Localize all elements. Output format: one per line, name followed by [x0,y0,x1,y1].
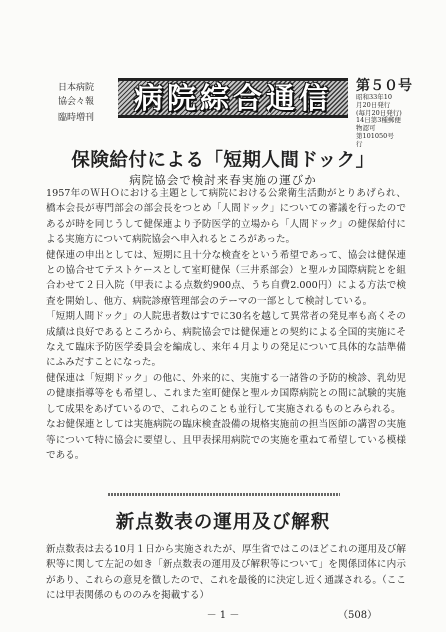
issue-meta-line: 第101050号 [356,131,394,140]
article-paragraph: 1957年のＷＨＯにおける主題として病院における公衆衛生活動がとりあげられ、橋本会長が専門部会の部会長をつとめ「人間ドック」についての審議を行ったのであるが時を同じうして健保連より予防医学的立場から「人間ドック」の健保給付による実施方について病院協会へ申入れるところがあった。 [46,188,406,246]
masthead-label-japan-hospital: 日本病院 [58,83,95,93]
page-number: － 1 － [206,610,240,621]
section-divider [108,493,340,496]
masthead [0,0,446,148]
issue-meta-line: 行 [356,139,363,148]
issue-meta-line: 物認可 [356,124,376,133]
masthead-title-banner [118,78,348,118]
issue-number: 第５０号 [356,78,412,94]
issue-meta-line: (毎月20日発行) [356,108,402,117]
article-paragraph: 健保連は「短期ドック」の他に、外来的に、実施する一諸昝の予防的検診、乳幼児の健康指導等をも希望し、これまた室町健保と聖ルカ国際病院との間に試験的実施して成果をあげているので、これらのことも並行して実施されるものとみられる。 [46,372,406,415]
issue-meta-line: 昭和33年10 [356,93,393,101]
article-paragraph: 「短期人間ドック」の人院患者数はすでに30名を越して異常者の発見率も高くその成績は良好であるところから、病院協会では健保連との契約による全国的実施にそなえて臨床予防医学委員会を編成し、来年４月よりの発足について具体的な詰準備にふみだすことになった。 [46,311,406,369]
page-code: （508） [338,610,378,621]
article-subtitle: 病院協会で検討来春実施の運びか [129,173,317,187]
article-paragraph: 健保連の申出としては、短期に且十分な検査をという希望であって、協会は健保連との協合せてテストケースとして室町健保（三井系部会）と聖ルカ国際病院とを組合わせて２日入院（甲表による点数約900点、うち自費2.000円）による方法で検査を開始し、他方、病院診療管理部会のテーマの一部として検討している。 [46,249,406,307]
article-paragraph: なお健保連としては実施病院の臨床検査設備の規格実施前の担当医師の講習の実施等について特に協会に要望し、且甲表採用病院での実施を重ねて希望している模様である。 [46,419,406,461]
issue-meta-line: 月20日発行 [356,100,391,109]
section-title: 新点数表の運用及び解釈 [115,512,331,533]
section-body [46,542,406,604]
masthead-title: 病院綜合通信 [133,80,332,115]
masthead-label-association-bulletin: 協会々報 [58,97,95,107]
issue-meta [356,94,426,149]
article-body [46,186,406,463]
section-paragraph: 新点数表は去る10月１日から実施されたが、厚生省ではこのほどこれの運用及び解釈等に関して左記の如き「新点数表の運用及び解釈等について」を関係団体に内示があり、これらの意見を徴したので、これを最後的に決定し近く通謀される。（ここには甲表関係のもののみを掲載する） [46,544,406,602]
masthead-label-extra-edition: 臨時増刊 [58,113,95,123]
article-title: 保険給付による「短期人間ドック」 [71,150,375,171]
issue-meta-line: 14日第3種郵便 [356,116,401,125]
